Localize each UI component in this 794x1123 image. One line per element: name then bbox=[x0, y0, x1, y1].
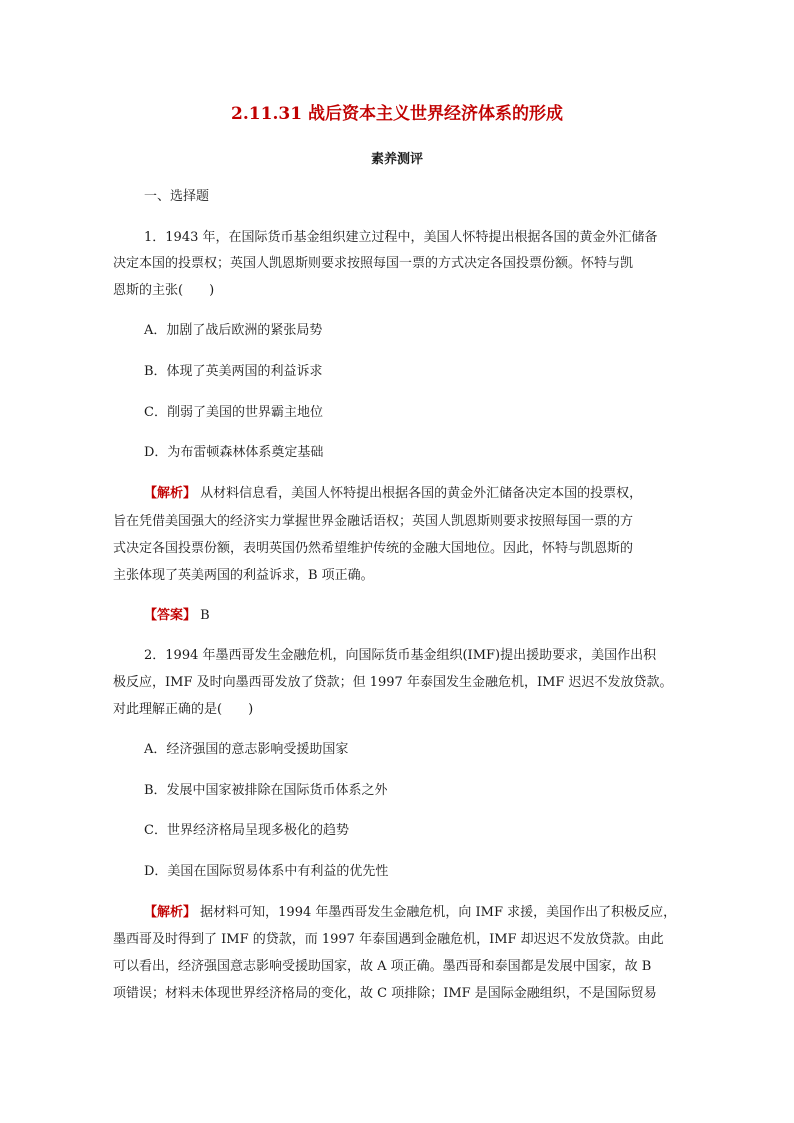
q1-option-c: C．削弱了美国的世界霸主地位 bbox=[144, 405, 323, 420]
analysis-tag: 【解析】 bbox=[144, 486, 197, 501]
q1-stem-line: 决定本国的投票权；英国人凯恩斯则要求按照每国一票的方式决定各国投票份额。怀特与凯 bbox=[113, 256, 634, 271]
q1-analysis-line: 主张体现了英美两国的利益诉求，B 项正确。 bbox=[113, 568, 374, 583]
answer-tag: 【答案】 bbox=[144, 608, 197, 623]
q1-option-b: B．体现了英美两国的利益诉求 bbox=[144, 364, 323, 379]
q2-stem-line: 对此理解正确的是( ) bbox=[113, 702, 254, 717]
q2-option-a: A．经济强国的意志影响受援助国家 bbox=[144, 742, 349, 757]
q2-analysis-text: 据材料可知，1994 年墨西哥发生金融危机，向 IMF 求援，美国作出了积极反应， bbox=[200, 905, 677, 920]
q2-option-d: D．美国在国际贸易体系中有利益的优先性 bbox=[144, 864, 389, 879]
q1-answer-value: B bbox=[200, 608, 210, 623]
q1-analysis-line: 旨在凭借美国强大的经济实力掌握世界金融话语权；英国人凯恩斯则要求按照每国一票的方 bbox=[113, 514, 634, 529]
q1-analysis-first-line bbox=[144, 486, 642, 502]
q1-analysis-line: 式决定各国投票份额，表明英国仍然希望维护传统的金融大国地位。因此，怀特与凯恩斯的 bbox=[113, 541, 634, 556]
page-title: 2.11.31 战后资本主义世界经济体系的形成 bbox=[231, 104, 563, 124]
q2-analysis-line: 墨西哥及时得到了 IMF 的贷款，而 1997 年泰国遇到金融危机，IMF 却迟迟不发放贷款。由此 bbox=[113, 932, 664, 947]
q1-analysis-text: 从材料信息看，美国人怀特提出根据各国的黄金外汇储备决定本国的投票权， bbox=[200, 486, 643, 501]
section-heading: 一、选择题 bbox=[144, 189, 210, 204]
q1-option-a: A．加剧了战后欧洲的紧张局势 bbox=[144, 323, 323, 338]
analysis-tag: 【解析】 bbox=[144, 905, 197, 920]
q1-stem-line: 恩斯的主张( ) bbox=[113, 283, 215, 298]
page-subtitle: 素养测评 bbox=[370, 152, 423, 167]
q2-option-b: B．发展中国家被排除在国际货币体系之外 bbox=[144, 783, 388, 798]
q2-option-c: C．世界经济格局呈现多极化的趋势 bbox=[144, 823, 349, 838]
q2-stem-line: 2．1994 年墨西哥发生金融危机，向国际货币基金组织(IMF)提出援助要求，美国作出积 bbox=[144, 648, 657, 663]
q2-analysis-line: 项错误；材料未体现世界经济格局的变化，故 C 项排除；IMF 是国际金融组织，不是国际贸易 bbox=[113, 986, 657, 1001]
q2-analysis-line: 可以看出，经济强国意志影响受援助国家，故 A 项正确。墨西哥和泰国都是发展中国家，故 B bbox=[113, 959, 652, 974]
q1-answer bbox=[144, 608, 210, 624]
q2-analysis-first-line bbox=[144, 905, 676, 921]
q2-stem-line: 极反应，IMF 及时向墨西哥发放了贷款；但 1997 年泰国发生金融危机，IMF 迟迟不发放贷款。 bbox=[113, 675, 673, 690]
q1-option-d: D．为布雷顿森林体系奠定基础 bbox=[144, 445, 324, 460]
q1-stem-line: 1．1943 年，在国际货币基金组织建立过程中，美国人怀特提出根据各国的黄金外汇储备 bbox=[144, 230, 658, 245]
